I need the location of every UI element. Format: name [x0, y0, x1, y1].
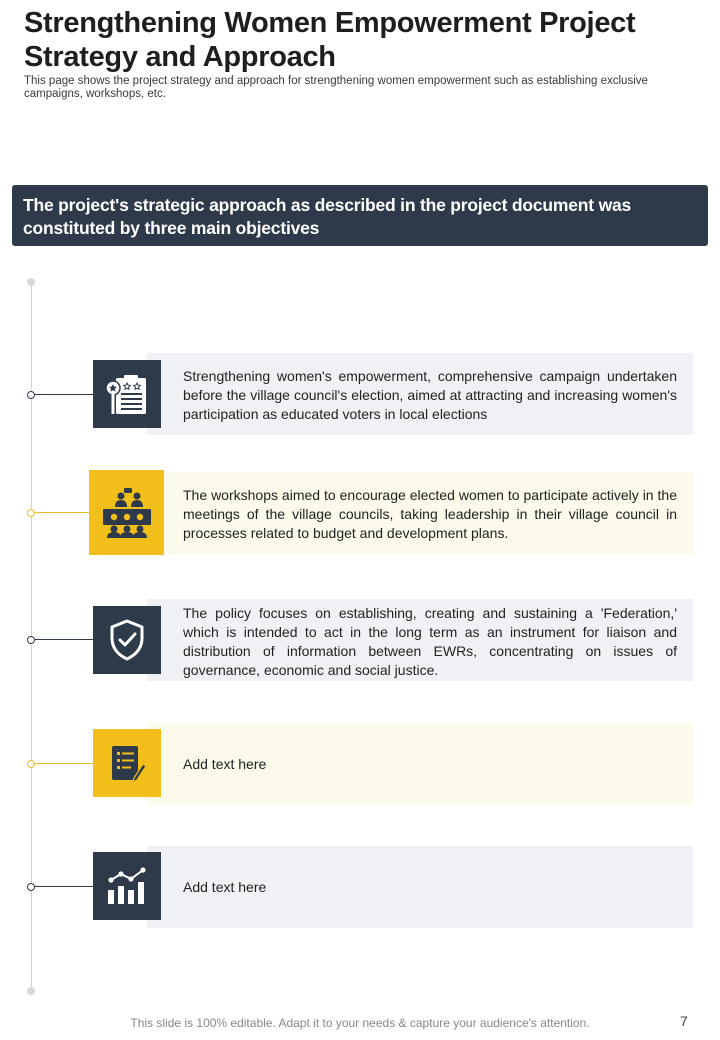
timeline-connector-3	[35, 639, 93, 640]
objective-text-4[interactable]: Add text here	[183, 756, 267, 772]
election-ballot-icon	[93, 360, 161, 428]
page-number: 7	[680, 1013, 688, 1029]
timeline-connector-1	[35, 394, 93, 395]
timeline-node-3	[27, 636, 35, 644]
page-title: Strengthening Women Empowerment Project Strategy and Approach	[24, 7, 636, 73]
timeline-node-4	[27, 760, 35, 768]
notepad-pen-icon	[93, 729, 161, 797]
growth-chart-icon	[93, 852, 161, 920]
timeline-connector-5	[35, 886, 93, 887]
objective-text-3: The policy focuses on establishing, creating and sustaining a 'Federation,' which is intended to act in the long term as an instrument for liaison and distribution of information between EWRs, concentrating on issues of governance, economic and social justice.	[183, 605, 677, 678]
timeline-connector-4	[35, 763, 93, 764]
timeline-connector-2	[35, 512, 93, 513]
footer-note: This slide is 100% editable. Adapt it to your needs & capture your audience's attention.	[130, 1016, 590, 1030]
objective-text-5[interactable]: Add text here	[183, 879, 267, 895]
timeline-node-2	[27, 509, 35, 517]
objective-text-2: The workshops aimed to encourage elected women to participate actively in the meetings of the village councils, taking leadership in their village council in processes related to budget and development plans.	[183, 487, 677, 541]
timeline-end-dot	[27, 987, 35, 995]
page-subtitle: This page shows the project strategy and approach for strengthening women empowerment such as establishing exclusive campaigns, workshops, etc.	[24, 75, 648, 100]
meeting-icon	[89, 470, 164, 555]
objective-text-1: Strengthening women's empowerment, comprehensive campaign undertaken before the village council's election, aimed at attracting and increasing women's participation as educated voters in local elections	[183, 368, 677, 422]
timeline-start-dot	[27, 278, 35, 286]
timeline-node-5	[27, 883, 35, 891]
timeline-node-1	[27, 391, 35, 399]
objectives-banner: The project's strategic approach as described in the project document was constituted by three main objectives	[12, 185, 708, 246]
shield-check-icon	[93, 606, 161, 674]
